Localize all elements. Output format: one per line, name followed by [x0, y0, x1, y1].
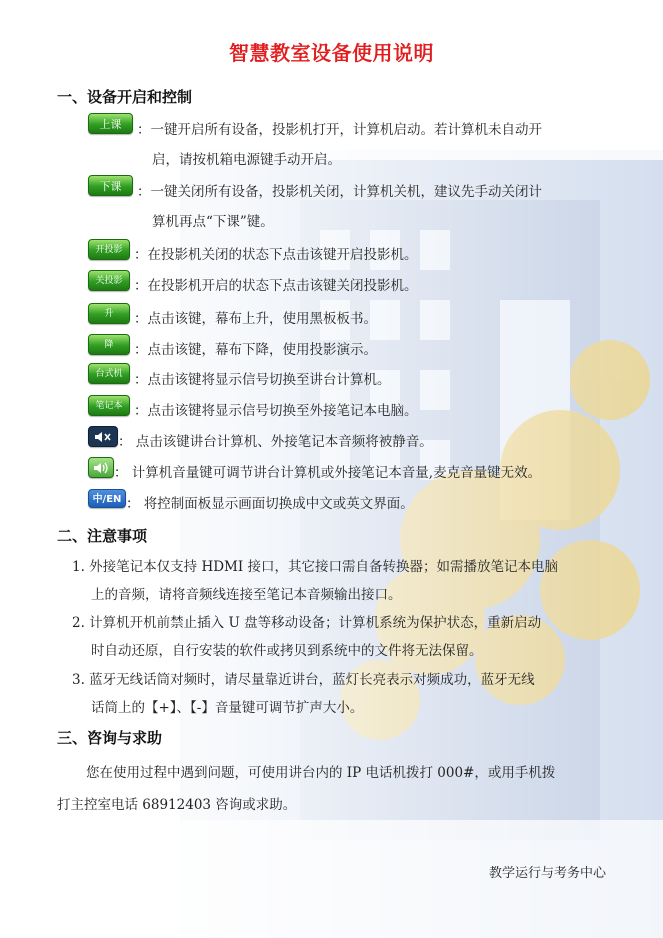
projector-off-button[interactable]: 关投影 — [88, 270, 130, 291]
desktop-source-button[interactable]: 台式机 — [88, 363, 130, 384]
section-heading-controls: 一、设备开启和控制 — [57, 88, 193, 106]
note-item-cont: 上的音频，请将音频线连接至笔记本音频输出接口。 — [91, 587, 402, 603]
language-toggle-desc: ： 将控制面板显示画面切换成中文或英文界面。 — [126, 496, 414, 512]
class-start-desc-cont: 启，请按机箱电源键手动开启。 — [152, 152, 341, 168]
mute-button[interactable] — [88, 426, 118, 447]
help-text: 您在使用过程中遇到问题，可使用讲台内的 IP 电话机拨打 000#，或用手机拨 — [86, 765, 556, 781]
class-end-desc: ：一键关闭所有设备，投影机关闭，计算机关机，建议先手动关闭计 — [137, 184, 542, 200]
projector-on-button[interactable]: 开投影 — [88, 239, 130, 260]
volume-button[interactable] — [88, 457, 114, 478]
signature: 教学运行与考务中心 — [488, 866, 606, 881]
section-heading-help: 三、咨询与求助 — [57, 729, 163, 747]
class-start-button[interactable]: 上课 — [88, 113, 133, 134]
note-item-cont: 话筒上的【+】、【-】音量键可调节扩声大小。 — [91, 700, 364, 716]
help-text-cont: 打主控室电话 68912403 咨询或求助。 — [57, 797, 297, 813]
class-end-button[interactable]: 下课 — [88, 175, 133, 196]
screen-up-desc: ：点击该键，幕布上升，使用黑板板书。 — [134, 311, 377, 327]
volume-desc: ： 计算机音量键可调节讲台计算机或外接笔记本音量,麦克音量键无效。 — [114, 465, 542, 481]
section-heading-notes: 二、注意事项 — [57, 527, 148, 545]
projector-off-desc: ：在投影机开启的状态下点击该键关闭投影机。 — [134, 278, 418, 294]
screen-down-button[interactable]: 降 — [88, 334, 130, 355]
screen-up-button[interactable]: 升 — [88, 303, 130, 324]
desktop-source-desc: ：点击该键将显示信号切换至讲台计算机。 — [134, 372, 391, 388]
class-start-desc: ：一键开启所有设备，投影机打开，计算机启动。若计算机未自动开 — [137, 122, 542, 138]
note-item-cont: 时自动还原，自行安装的软件或拷贝到系统中的文件将无法保留。 — [91, 643, 483, 659]
laptop-source-desc: ：点击该键将显示信号切换至外接笔记本电脑。 — [134, 403, 418, 419]
screen-down-desc: ：点击该键，幕布下降，使用投影演示。 — [134, 342, 377, 358]
note-item: 3. 蓝牙无线话筒对频时，请尽量靠近讲台，蓝灯长亮表示对频成功，蓝牙无线 — [72, 672, 535, 688]
page-title: 智慧教室设备使用说明 — [229, 41, 434, 65]
mute-icon — [93, 430, 113, 444]
note-item: 2. 计算机开机前禁止插入 U 盘等移动设备；计算机系统为保护状态，重新启动 — [72, 615, 542, 631]
laptop-source-button[interactable]: 笔记本 — [88, 395, 130, 416]
volume-icon — [92, 461, 110, 475]
class-end-desc-cont: 算机再点“下课”键。 — [152, 214, 274, 230]
projector-on-desc: ：在投影机关闭的状态下点击该键开启投影机。 — [134, 247, 418, 263]
language-toggle-button[interactable]: 中/EN — [88, 489, 126, 508]
mute-desc: ： 点击该键讲台计算机、外接笔记本音频将被静音。 — [118, 434, 433, 450]
note-item: 1. 外接笔记本仅支持 HDMI 接口，其它接口需自备转换器；如需播放笔记本电脑 — [72, 559, 559, 575]
